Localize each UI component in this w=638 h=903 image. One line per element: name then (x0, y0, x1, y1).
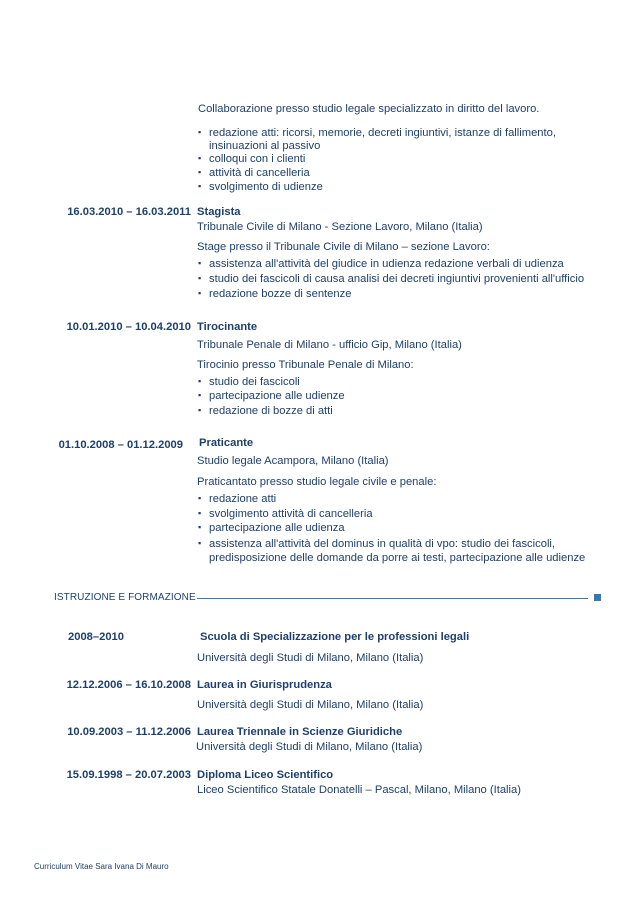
experience-organization: Studio legale Acampora, Milano (Italia) (197, 455, 389, 467)
list-item-continuation: insinuazioni al passivo (209, 140, 321, 152)
list-item-continuation: predisposizione delle domande da porre ai testi, partecipazione alle udienze (209, 552, 586, 564)
list-item: ▪ redazione atti (209, 493, 276, 505)
experience-organization: Tribunale Penale di Milano - ufficio Gip, Milano (Italia) (197, 339, 462, 351)
education-title: Diploma Liceo Scientifico (197, 769, 334, 781)
experience-description: Stage presso il Tribunale Civile di Milano – sezione Lavoro: (197, 241, 490, 253)
section-heading: ISTRUZIONE E FORMAZIONE (54, 592, 196, 603)
experience-description: Praticantato presso studio legale civile e penale: (197, 476, 437, 488)
list-item: ▪ colloqui con i clienti (209, 153, 305, 165)
page-footer: Curriculum Vitae Sara Ivana Di Mauro (34, 862, 169, 871)
section-divider (197, 598, 588, 599)
experience-title: Stagista (197, 206, 241, 218)
section-marker (594, 594, 601, 601)
list-item: ▪ partecipazione alle udienza (209, 522, 345, 534)
list-item: ▪ studio dei fascicoli (209, 376, 300, 388)
education-title: Laurea Triennale in Scienze Giuridiche (197, 726, 403, 738)
list-item: ▪ assistenza all'attività del giudice in udienza redazione verbali di udienza (209, 258, 564, 270)
education-title: Laurea in Giurisprudenza (197, 679, 332, 691)
list-item: ▪ partecipazione alle udienze (209, 390, 345, 402)
list-item: ▪ svolgimento di udienze (209, 181, 323, 193)
list-item: ▪ svolgimento attività di cancelleria (209, 508, 373, 520)
education-dates: 10.09.2003 – 11.12.2006 (67, 726, 191, 738)
education-organization: Università degli Studi di Milano, Milano (Italia) (197, 652, 424, 664)
education-dates: 12.12.2006 – 16.10.2008 (66, 679, 191, 691)
education-dates: 2008–2010 (68, 631, 124, 643)
experience-description: Tirocinio presso Tribunale Penale di Milano: (197, 359, 414, 371)
experience-dates: 16.03.2010 – 16.03.2011 (67, 206, 191, 218)
education-organization: Università degli Studi di Milano, Milano (Italia) (197, 699, 424, 711)
experience-title: Tirocinante (197, 321, 258, 333)
list-item: ▪ redazione atti: ricorsi, memorie, decreti ingiuntivi, istanze di fallimento, (209, 127, 556, 139)
list-item: ▪ redazione di bozze di atti (209, 405, 333, 417)
education-dates: 15.09.1998 – 20.07.2003 (66, 769, 191, 781)
education-title: Scuola di Specializzazione per le professioni legali (200, 631, 470, 643)
list-item: ▪ assistenza all'attività del dominus in qualità di vpo: studio dei fascicoli, (209, 538, 555, 550)
experience-dates: 10.01.2010 – 10.04.2010 (66, 321, 191, 333)
list-item: ▪ studio dei fascicoli di causa analisi dei decreti ingiuntivi provenienti all'ufficio (209, 273, 584, 285)
experience-title: Praticante (199, 437, 254, 449)
experience-organization: Tribunale Civile di Milano - Sezione Lavoro, Milano (Italia) (197, 221, 483, 233)
education-organization: Università degli Studi di Milano, Milano (Italia) (196, 741, 423, 753)
experience-dates: 01.10.2008 – 01.12.2009 (58, 439, 183, 451)
education-organization: Liceo Scientifico Statale Donatelli – Pascal, Milano, Milano (Italia) (197, 784, 521, 796)
list-item: ▪ redazione bozze di sentenze (209, 288, 351, 300)
experience-description: Collaborazione presso studio legale specializzato in diritto del lavoro. (198, 103, 540, 115)
list-item: ▪ attività di cancelleria (209, 167, 310, 179)
